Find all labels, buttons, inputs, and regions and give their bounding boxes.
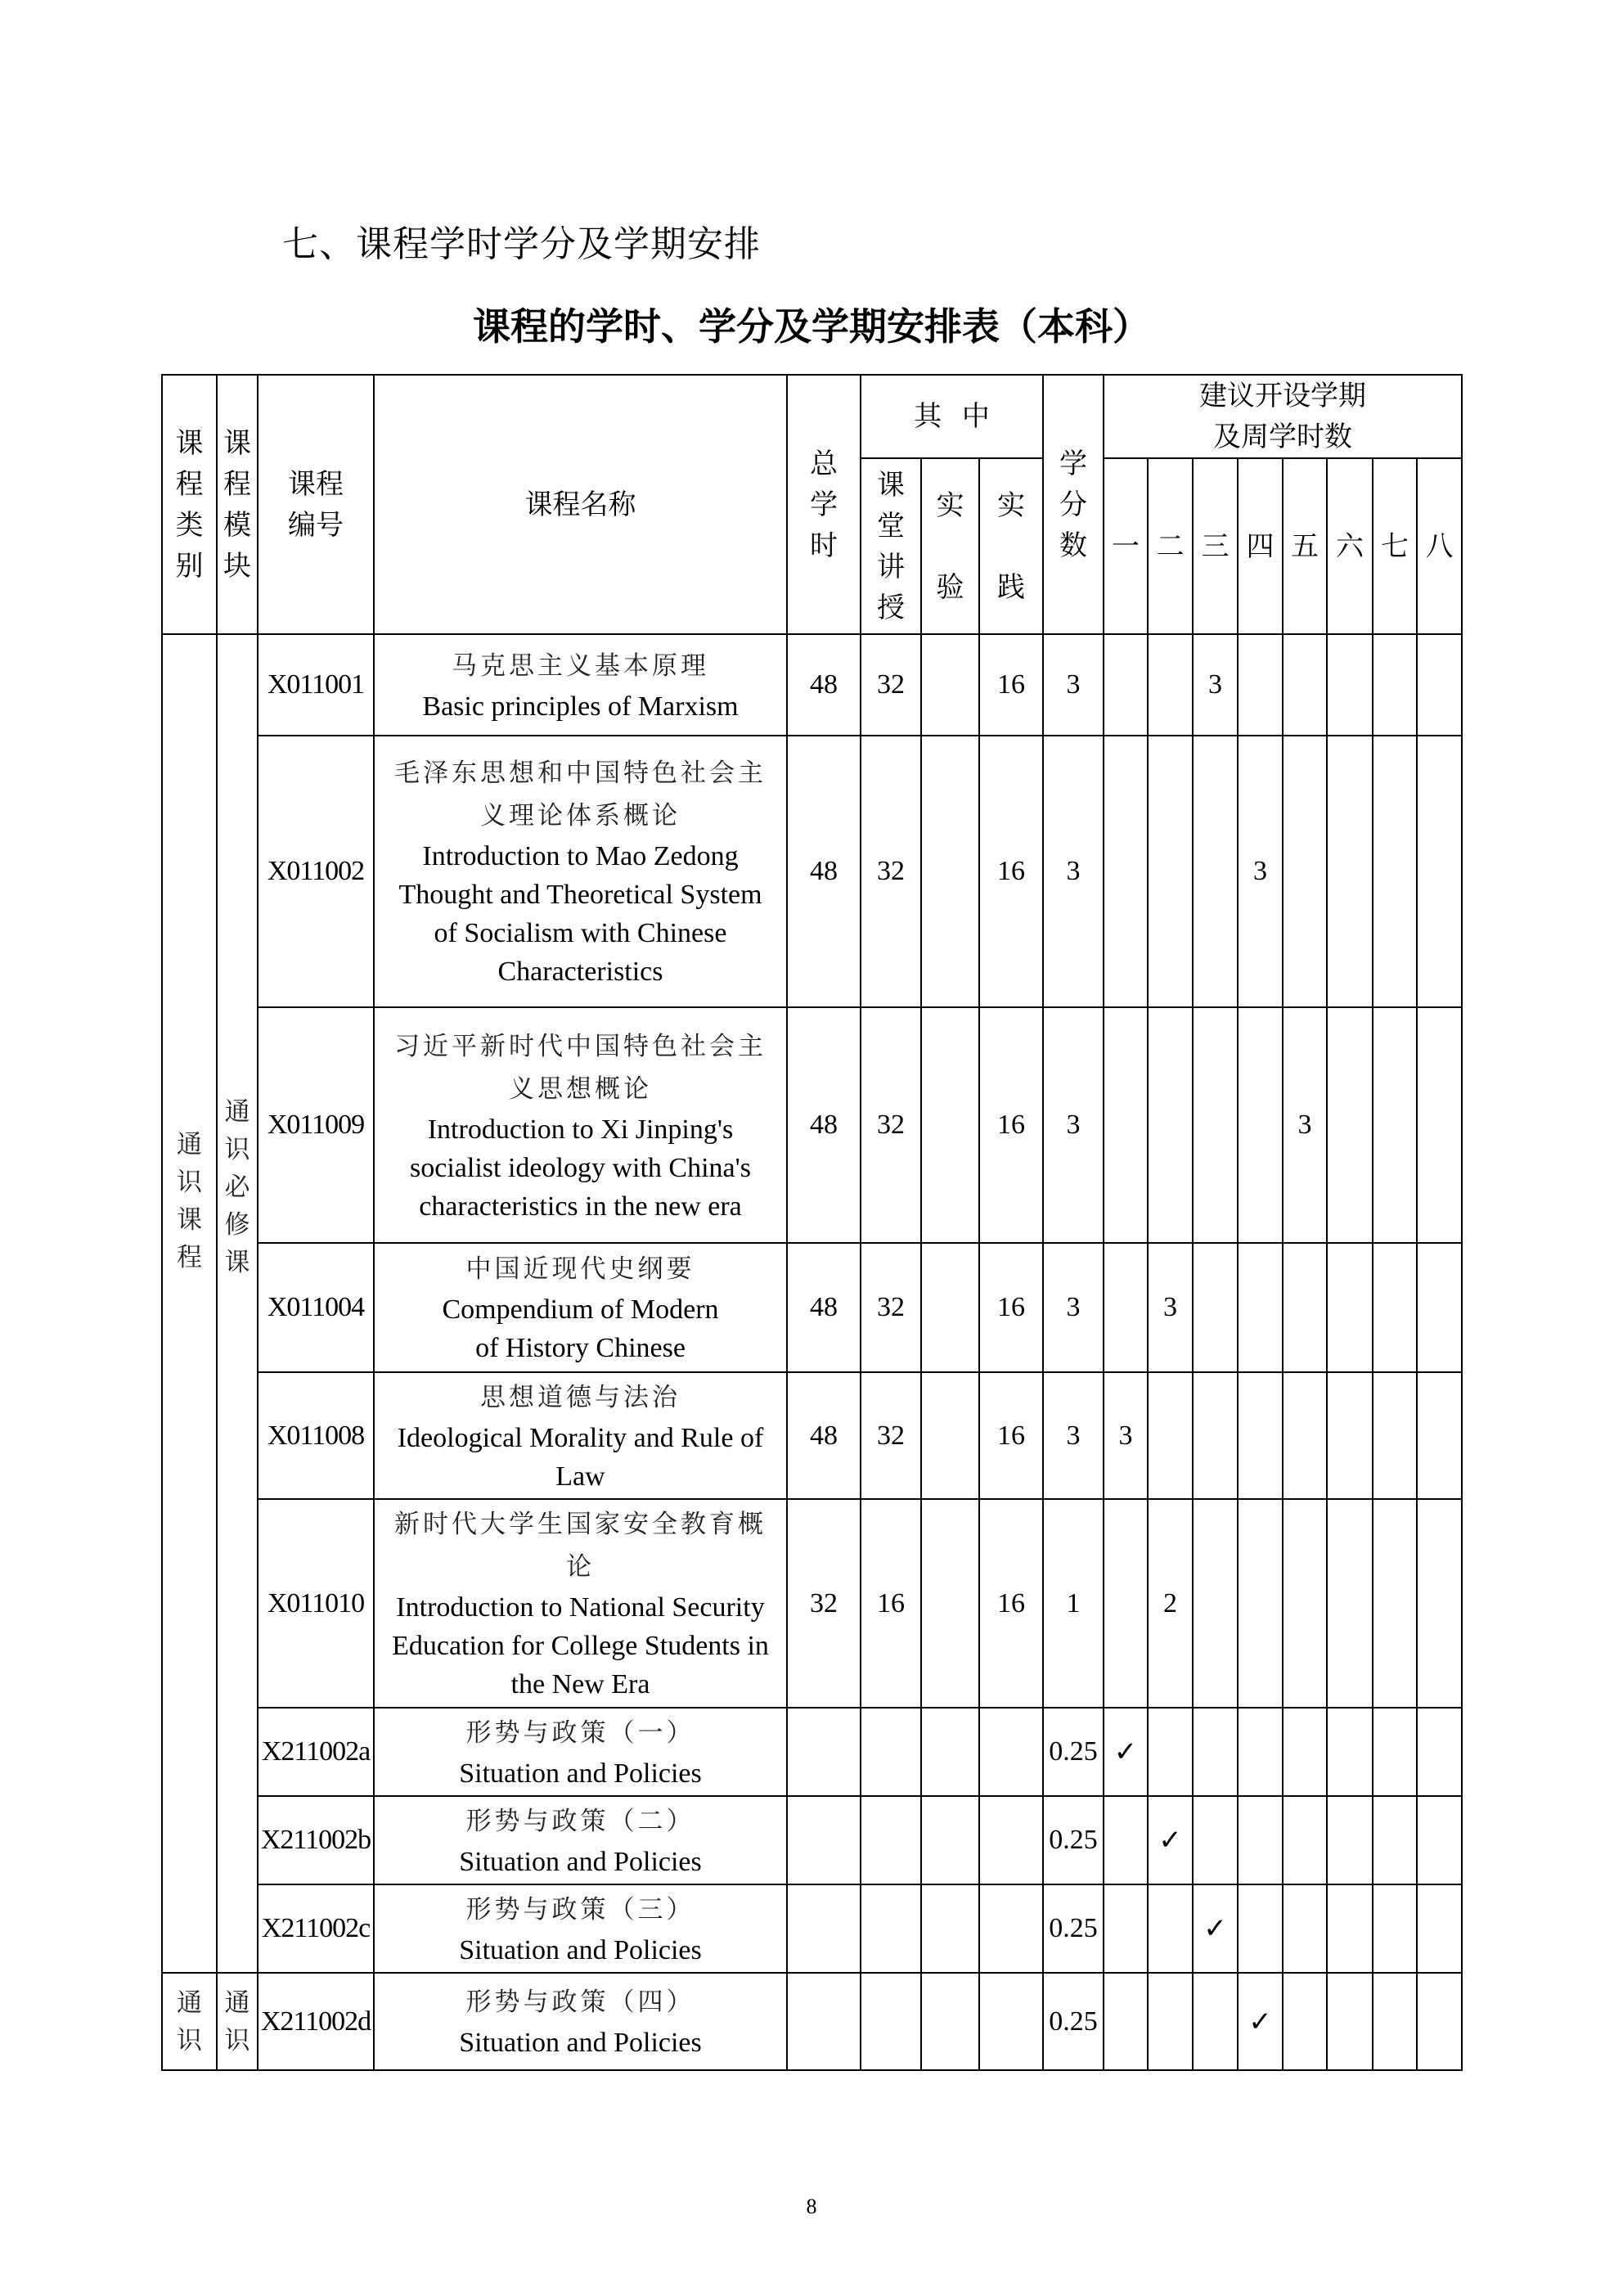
- semester-cell: 2: [1148, 1499, 1193, 1708]
- practice-hours-cell: 16: [979, 1007, 1043, 1243]
- course-name-en: characteristics in the new era: [419, 1191, 742, 1222]
- header-semester-3: 三: [1193, 458, 1238, 634]
- table-row: [162, 1243, 1462, 1372]
- course-name-en: Situation and Policies: [459, 1934, 702, 1965]
- semester-cell: [1148, 736, 1193, 1007]
- course-code: X211002d: [258, 1973, 374, 2070]
- lecture-hours-cell: [861, 1708, 921, 1796]
- header-semester-group: [1104, 375, 1462, 458]
- course-name-zh: 义思想概论: [509, 1074, 652, 1104]
- course-name-zh: 形势与政策（二）: [465, 1806, 695, 1836]
- semester-cell: [1238, 1243, 1283, 1372]
- practice-hours-cell: 16: [979, 1499, 1043, 1708]
- practice-hours-cell: [979, 1884, 1043, 1973]
- semester-cell: [1193, 1796, 1238, 1884]
- practice-hours-cell: [979, 1973, 1043, 2070]
- semester-cell: [1373, 1884, 1417, 1973]
- course-name: [374, 1499, 787, 1708]
- course-name-en: Situation and Policies: [459, 1758, 702, 1789]
- table-row: [162, 1973, 1462, 2070]
- semester-cell: [1373, 1243, 1417, 1372]
- semester-cell: [1148, 1372, 1193, 1499]
- table-row: [162, 1007, 1462, 1243]
- lecture-hours-cell: 32: [861, 736, 921, 1007]
- table-row: [162, 1796, 1462, 1884]
- practice-hours-cell: 16: [979, 634, 1043, 736]
- course-name-en: of History Chinese: [475, 1333, 686, 1363]
- semester-cell: [1148, 1973, 1193, 2070]
- header-experiment: 实验: [921, 458, 979, 634]
- semester-cell: [1238, 1499, 1283, 1708]
- table-title: 课程的学时、学分及学期安排表（本科）: [473, 304, 1150, 349]
- semester-cell: [1327, 1372, 1373, 1499]
- semester-cell: 3: [1238, 736, 1283, 1007]
- experiment-hours-cell: [921, 1973, 979, 2070]
- credits-cell: 3: [1043, 634, 1104, 736]
- course-code: X011004: [258, 1243, 374, 1372]
- header-semester-2: 二: [1148, 458, 1193, 634]
- experiment-hours-cell: [921, 1372, 979, 1499]
- course-name-en: Introduction to Xi Jinping's: [427, 1114, 734, 1145]
- course-name: [374, 1884, 787, 1973]
- total-hours-cell: [787, 1973, 861, 2070]
- semester-cell: [1238, 1796, 1283, 1884]
- practice-hours-cell: [979, 1708, 1043, 1796]
- total-hours-cell: [787, 1708, 861, 1796]
- semester-cell: [1417, 1499, 1462, 1708]
- semester-cell: [1104, 1243, 1148, 1372]
- check-icon: ✓: [1148, 1796, 1193, 1884]
- header-total-hours: 总学时: [787, 375, 861, 634]
- course-code: X211002a: [258, 1708, 374, 1796]
- course-name-en: Education for College Students in: [392, 1631, 769, 1661]
- total-hours-cell: 48: [787, 1007, 861, 1243]
- check-icon: ✓: [1238, 1973, 1283, 2070]
- total-hours-cell: 32: [787, 1499, 861, 1708]
- course-name: [374, 1708, 787, 1796]
- module-cell: 通 识 必 修 课: [217, 634, 258, 1973]
- semester-cell: [1373, 634, 1417, 736]
- semester-cell: [1148, 634, 1193, 736]
- course-schedule-table: [161, 374, 1463, 2071]
- semester-cell: [1283, 1499, 1327, 1708]
- section-title: 七、课程学时学分及学期安排: [282, 223, 761, 265]
- course-code: X211002b: [258, 1796, 374, 1884]
- semester-cell: [1417, 1708, 1462, 1796]
- course-name-en: Introduction to Mao Zedong: [422, 841, 739, 871]
- experiment-hours-cell: [921, 1499, 979, 1708]
- semester-cell: [1417, 1973, 1462, 2070]
- header-practice: 实践: [979, 458, 1043, 634]
- course-name-zh: 义理论体系概论: [480, 801, 681, 831]
- header-row-1: [162, 375, 1462, 458]
- semester-cell: [1283, 1372, 1327, 1499]
- total-hours-cell: 48: [787, 736, 861, 1007]
- semester-cell: [1327, 1007, 1373, 1243]
- course-name-en: Characteristics: [497, 957, 663, 987]
- semester-cell: [1283, 1884, 1327, 1973]
- total-hours-cell: 48: [787, 1372, 861, 1499]
- experiment-hours-cell: [921, 1708, 979, 1796]
- semester-cell: [1373, 736, 1417, 1007]
- category-cell: 通 识 课 程: [162, 634, 217, 1973]
- lecture-hours-cell: 32: [861, 1007, 921, 1243]
- course-name-zh: 马克思主义基本原理: [452, 651, 709, 681]
- semester-cell: [1193, 736, 1238, 1007]
- course-name-en: Thought and Theoretical System: [398, 880, 762, 910]
- table-row: [162, 1372, 1462, 1499]
- experiment-hours-cell: [921, 1243, 979, 1372]
- semester-cell: [1373, 1796, 1417, 1884]
- lecture-hours-cell: 32: [861, 634, 921, 736]
- semester-cell: [1104, 1973, 1148, 2070]
- course-name-zh: 思想道德与法治: [480, 1382, 681, 1412]
- course-name-zh: 论: [566, 1552, 595, 1582]
- lecture-hours-cell: 32: [861, 1243, 921, 1372]
- header-semester-1: 一: [1104, 458, 1148, 634]
- semester-cell: [1283, 1708, 1327, 1796]
- course-name-en: Ideological Morality and Rule of: [397, 1422, 764, 1453]
- semester-cell: [1104, 1884, 1148, 1973]
- course-name: [374, 1796, 787, 1884]
- semester-cell: [1283, 1973, 1327, 2070]
- header-semester-4: 四: [1238, 458, 1283, 634]
- table-row: [162, 634, 1462, 736]
- table-row: [162, 1708, 1462, 1796]
- course-name-en: Situation and Policies: [459, 2028, 702, 2058]
- experiment-hours-cell: [921, 1884, 979, 1973]
- course-code: X011010: [258, 1499, 374, 1708]
- semester-cell: [1327, 1708, 1373, 1796]
- credits-cell: 3: [1043, 1372, 1104, 1499]
- semester-cell: [1327, 634, 1373, 736]
- course-name: [374, 1243, 787, 1372]
- credits-cell: 3: [1043, 1243, 1104, 1372]
- lecture-hours-cell: [861, 1973, 921, 2070]
- course-name-en: Situation and Policies: [459, 1846, 702, 1877]
- total-hours-cell: 48: [787, 1243, 861, 1372]
- credits-cell: 0.25: [1043, 1708, 1104, 1796]
- semester-cell: [1148, 1884, 1193, 1973]
- header-semester-5: 五: [1283, 458, 1327, 634]
- table-row: [162, 1499, 1462, 1708]
- semester-cell: [1327, 1796, 1373, 1884]
- semester-cell: [1283, 634, 1327, 736]
- practice-hours-cell: 16: [979, 1372, 1043, 1499]
- experiment-hours-cell: [921, 1007, 979, 1243]
- practice-hours-cell: [979, 1796, 1043, 1884]
- semester-cell: [1148, 1708, 1193, 1796]
- semester-cell: [1104, 1499, 1148, 1708]
- header-category: 课程类别: [162, 375, 217, 634]
- course-name-en: Compendium of Modern: [442, 1294, 719, 1325]
- course-name-en: the New Era: [510, 1669, 650, 1699]
- header-semester-group-line1: 建议开设学期: [1199, 380, 1366, 412]
- semester-cell: [1193, 1372, 1238, 1499]
- table-row: [162, 1884, 1462, 1973]
- table-row: [162, 736, 1462, 1007]
- semester-cell: [1238, 1884, 1283, 1973]
- lecture-hours-cell: 32: [861, 1372, 921, 1499]
- header-semester-7: 七: [1373, 458, 1417, 634]
- credits-cell: 3: [1043, 1007, 1104, 1243]
- course-name-zh: 新时代大学生国家安全教育概: [394, 1510, 767, 1539]
- semester-cell: [1327, 1499, 1373, 1708]
- semester-cell: [1193, 1973, 1238, 2070]
- semester-cell: [1417, 736, 1462, 1007]
- semester-cell: 3: [1283, 1007, 1327, 1243]
- semester-cell: [1373, 1499, 1417, 1708]
- module-cell: 通 识: [217, 1973, 258, 2070]
- check-icon: ✓: [1193, 1884, 1238, 1973]
- check-icon: ✓: [1104, 1708, 1148, 1796]
- credits-cell: 3: [1043, 736, 1104, 1007]
- credits-cell: 1: [1043, 1499, 1104, 1708]
- semester-cell: [1283, 1243, 1327, 1372]
- course-name-zh: 形势与政策（一）: [465, 1717, 695, 1748]
- course-name-en: Basic principles of Marxism: [422, 691, 739, 722]
- course-name-zh: 习近平新时代中国特色社会主: [394, 1031, 767, 1061]
- semester-cell: [1373, 1973, 1417, 2070]
- header-module: 课程模块: [217, 375, 258, 634]
- credits-cell: 0.25: [1043, 1973, 1104, 2070]
- course-code: X011008: [258, 1372, 374, 1499]
- lecture-hours-cell: 16: [861, 1499, 921, 1708]
- lecture-hours-cell: [861, 1796, 921, 1884]
- course-name: [374, 1973, 787, 2070]
- course-name-en: of Socialism with Chinese: [434, 918, 727, 948]
- semester-cell: [1417, 1372, 1462, 1499]
- header-lecture: 课堂讲授: [861, 458, 921, 634]
- header-semester-8: 八: [1417, 458, 1462, 634]
- experiment-hours-cell: [921, 736, 979, 1007]
- semester-cell: [1104, 736, 1148, 1007]
- semester-cell: [1327, 1973, 1373, 2070]
- course-name-en: Introduction to National Security: [396, 1592, 765, 1623]
- course-name-zh: 形势与政策（三）: [465, 1894, 695, 1925]
- course-name: [374, 736, 787, 1007]
- semester-cell: [1104, 1007, 1148, 1243]
- semester-cell: [1193, 1708, 1238, 1796]
- semester-cell: [1327, 1884, 1373, 1973]
- semester-cell: [1417, 1007, 1462, 1243]
- semester-cell: 3: [1148, 1243, 1193, 1372]
- semester-cell: [1193, 1243, 1238, 1372]
- semester-cell: [1373, 1007, 1417, 1243]
- lecture-hours-cell: [861, 1884, 921, 1973]
- semester-cell: [1327, 736, 1373, 1007]
- course-name-en: Law: [555, 1461, 605, 1492]
- course-name: [374, 1007, 787, 1243]
- semester-cell: [1238, 1007, 1283, 1243]
- semester-cell: [1193, 1499, 1238, 1708]
- semester-cell: [1283, 1796, 1327, 1884]
- semester-cell: [1148, 1007, 1193, 1243]
- table-body: [162, 634, 1462, 2070]
- practice-hours-cell: 16: [979, 736, 1043, 1007]
- course-code: X011009: [258, 1007, 374, 1243]
- course-name-en: socialist ideology with China's: [410, 1152, 751, 1183]
- course-name: [374, 1372, 787, 1499]
- header-name: 课程名称: [374, 375, 787, 634]
- credits-cell: 0.25: [1043, 1796, 1104, 1884]
- header-semester-6: 六: [1327, 458, 1373, 634]
- semester-cell: [1238, 634, 1283, 736]
- course-name-zh: 中国近现代史纲要: [465, 1254, 695, 1284]
- practice-hours-cell: 16: [979, 1243, 1043, 1372]
- header-code: 课程编号: [258, 375, 374, 634]
- semester-cell: [1417, 1243, 1462, 1372]
- course-name: [374, 634, 787, 736]
- course-code: X211002c: [258, 1884, 374, 1973]
- semester-cell: 3: [1104, 1372, 1148, 1499]
- semester-cell: [1193, 1007, 1238, 1243]
- header-of-which: 其 中: [861, 375, 1043, 458]
- semester-cell: 3: [1193, 634, 1238, 736]
- course-code: X011001: [258, 634, 374, 736]
- credits-cell: 0.25: [1043, 1884, 1104, 1973]
- page-number: 8: [806, 2195, 817, 2218]
- header-semester-group-line2: 及周学时数: [1213, 421, 1352, 453]
- semester-cell: [1373, 1708, 1417, 1796]
- total-hours-cell: [787, 1884, 861, 1973]
- semester-cell: [1283, 736, 1327, 1007]
- semester-cell: [1104, 634, 1148, 736]
- category-cell: 通 识: [162, 1973, 217, 2070]
- semester-cell: [1104, 1796, 1148, 1884]
- total-hours-cell: 48: [787, 634, 861, 736]
- semester-cell: [1417, 634, 1462, 736]
- course-code: X011002: [258, 736, 374, 1007]
- course-name-zh: 毛泽东思想和中国特色社会主: [394, 759, 767, 788]
- header-credits: 学分数: [1043, 375, 1104, 634]
- semester-cell: [1327, 1243, 1373, 1372]
- semester-cell: [1238, 1708, 1283, 1796]
- semester-cell: [1238, 1372, 1283, 1499]
- semester-cell: [1417, 1796, 1462, 1884]
- course-name-zh: 形势与政策（四）: [465, 1988, 695, 2017]
- experiment-hours-cell: [921, 634, 979, 736]
- total-hours-cell: [787, 1796, 861, 1884]
- semester-cell: [1373, 1372, 1417, 1499]
- semester-cell: [1417, 1884, 1462, 1973]
- experiment-hours-cell: [921, 1796, 979, 1884]
